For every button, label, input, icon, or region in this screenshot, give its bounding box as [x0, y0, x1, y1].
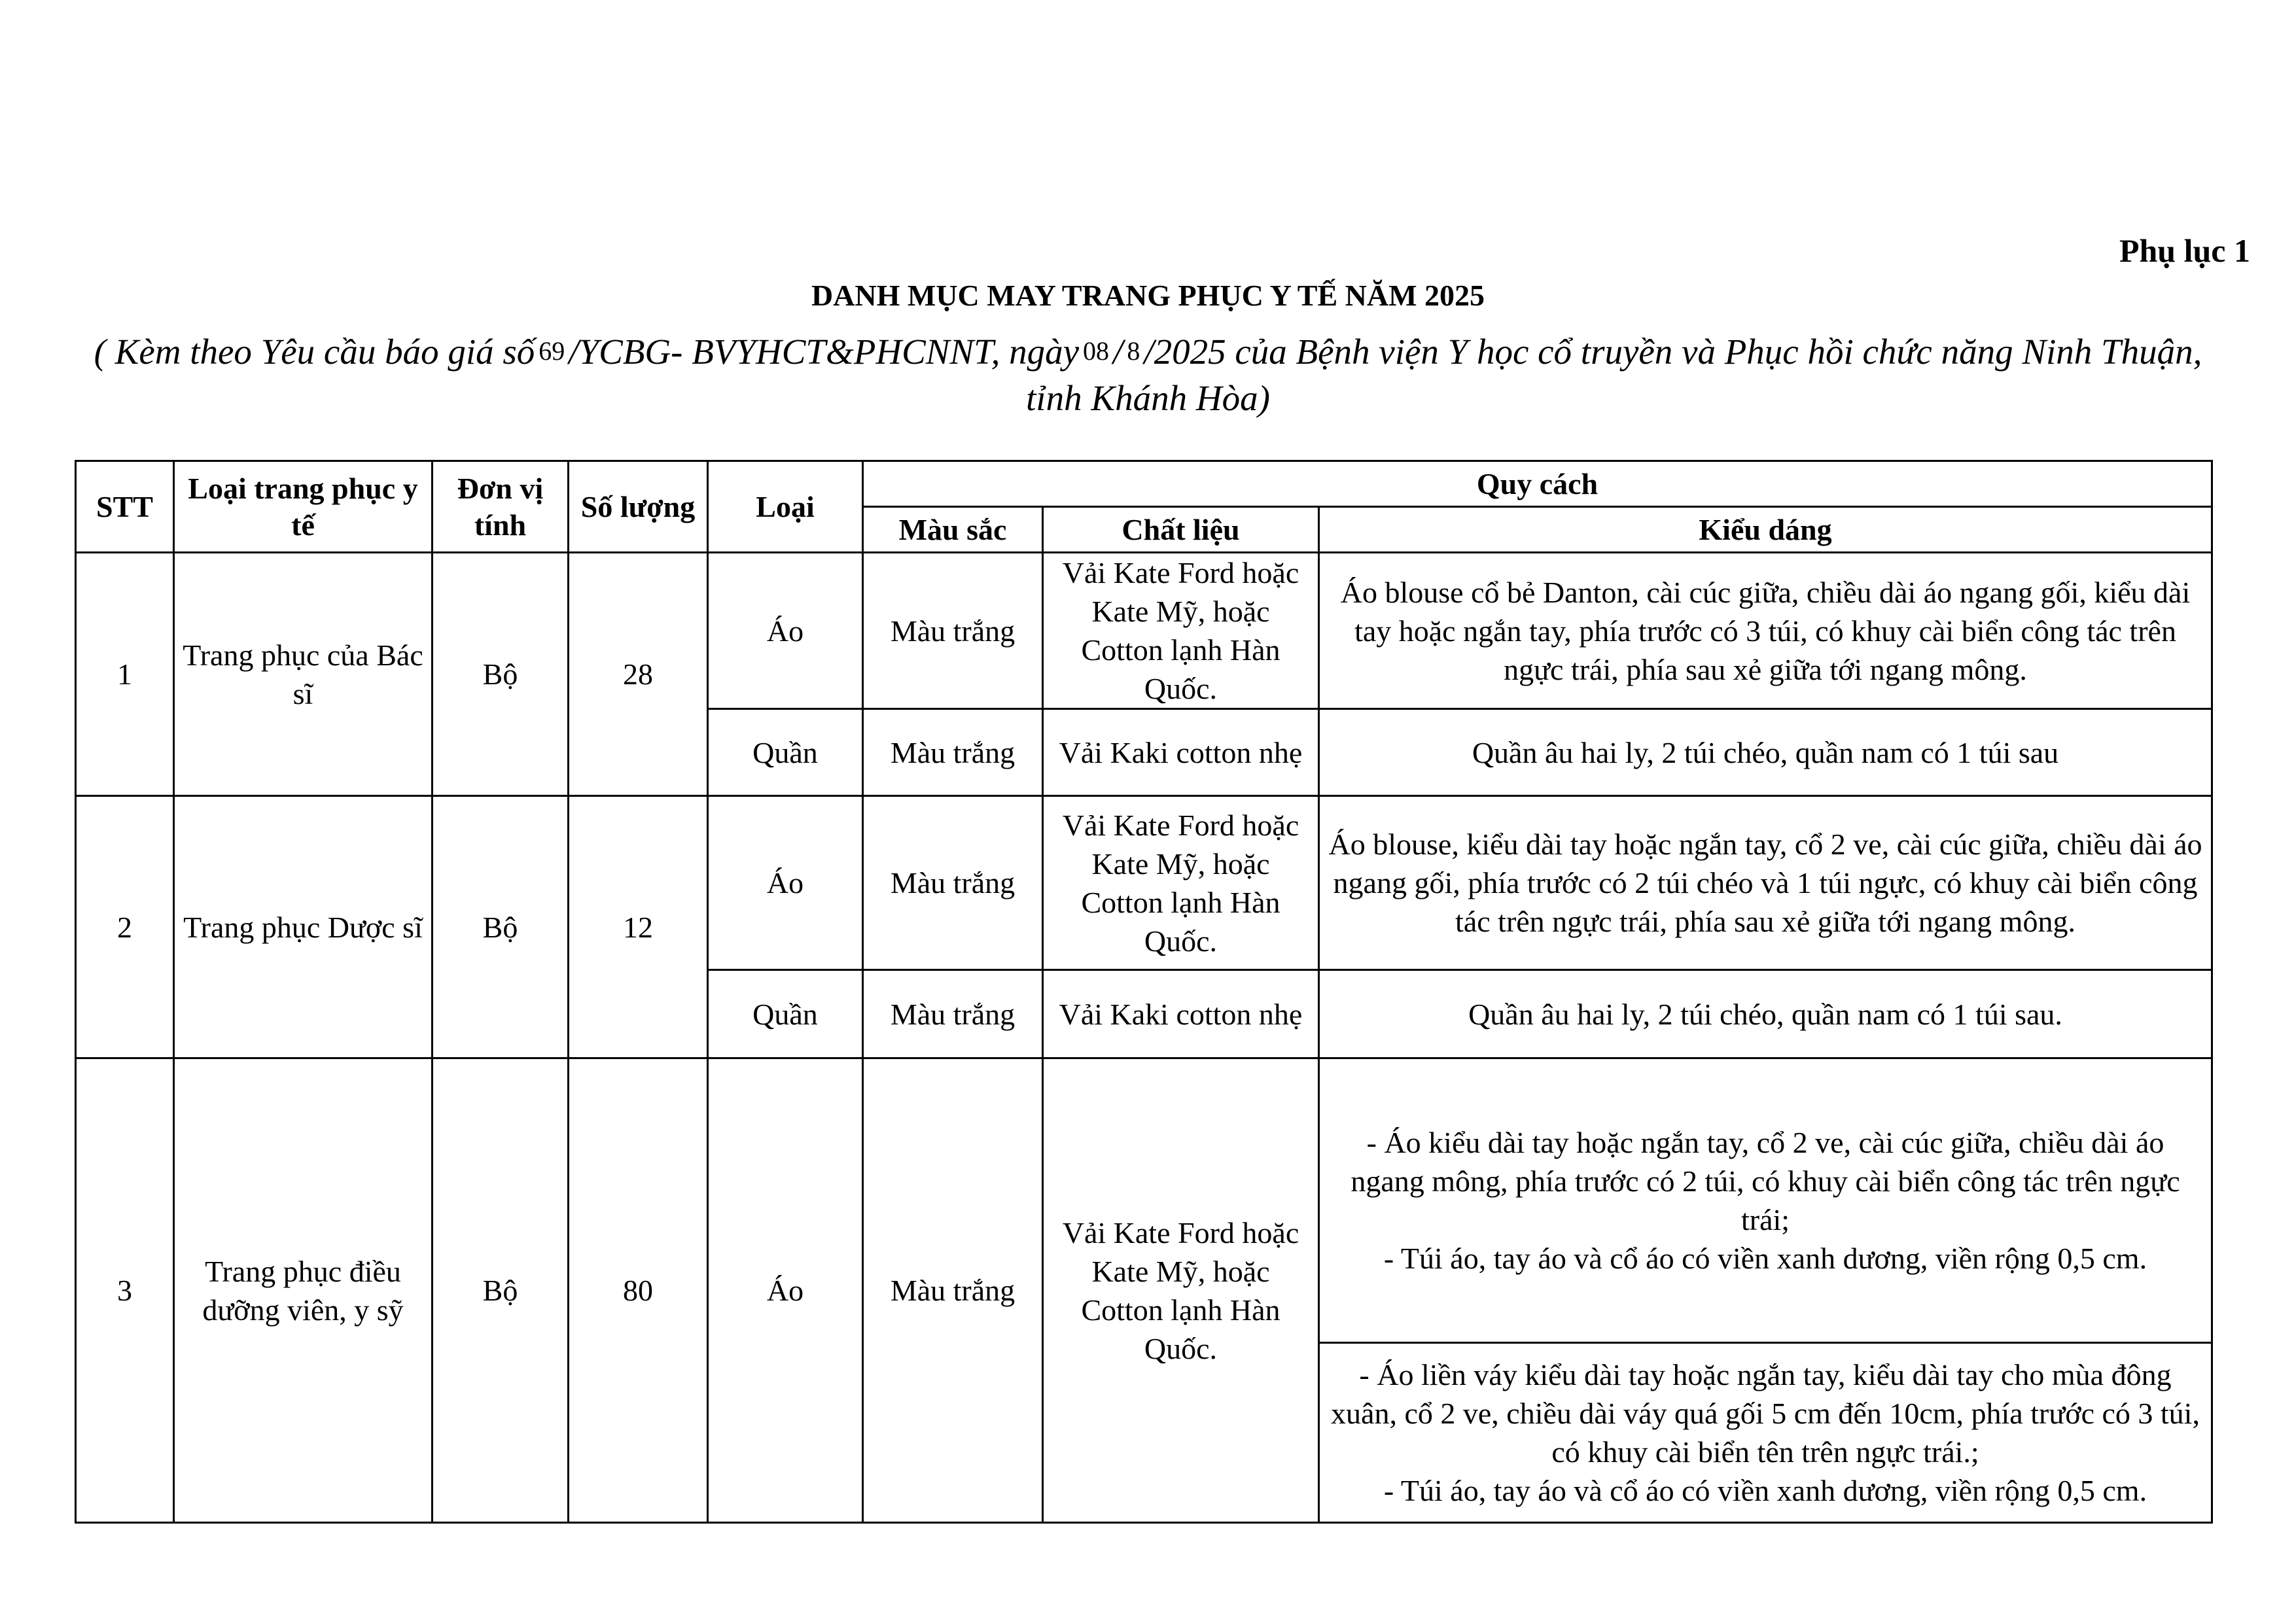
date-separator: /: [1113, 332, 1123, 372]
table-row: [76, 1058, 2212, 1343]
cell-kind: Áo: [708, 1058, 863, 1523]
cell-kind: Áo: [708, 553, 863, 709]
cell-color: Màu trắng: [863, 1058, 1043, 1523]
header-material: Chất liệu: [1043, 507, 1319, 553]
subtitle-part-1: ( Kèm theo Yêu cầu báo giá số: [94, 332, 535, 372]
request-day: 08: [1083, 336, 1110, 366]
request-month: 8: [1127, 336, 1140, 366]
uniform-spec-table: [75, 460, 2213, 1524]
cell-material: Vải Kaki cotton nhẹ: [1043, 709, 1319, 796]
cell-quantity: 12: [569, 796, 708, 1058]
header-stt: STT: [76, 461, 174, 553]
style-line: - Túi áo, tay áo và cổ áo có viền xanh dương, viền rộng 0,5 cm.: [1383, 1474, 2147, 1507]
cell-quantity: 80: [569, 1058, 708, 1523]
cell-material: Vải Kate Ford hoặc Kate Mỹ, hoặc Cotton lạnh Hàn Quốc.: [1043, 1058, 1319, 1523]
cell-unit: Bộ: [433, 553, 569, 796]
cell-style: Áo blouse cổ bẻ Danton, cài cúc giữa, chiều dài áo ngang gối, kiểu dài tay hoặc ngắn tay, phía trước có 3 túi, có khuy cài biển công tác trên ngực trái, phía sau xẻ giữa tới ngang mông.: [1319, 553, 2212, 709]
cell-uniform-type: Trang phục của Bác sĩ: [174, 553, 433, 796]
cell-style: [1319, 1058, 2212, 1343]
document-subtitle: [92, 330, 2204, 420]
style-line: - Áo kiểu dài tay hoặc ngắn tay, cổ 2 ve, cài cúc giữa, chiều dài áo ngang mông, phía trước có 2 túi, có khuy cài biển công tác trên ngực trái;: [1351, 1126, 2180, 1236]
cell-stt: 1: [76, 553, 174, 796]
cell-style: Quần âu hai ly, 2 túi chéo, quần nam có 1 túi sau.: [1319, 970, 2212, 1058]
subtitle-part-2: /YCBG- BVYHCT&PHCNNT, ngày: [569, 332, 1080, 372]
cell-style: Quần âu hai ly, 2 túi chéo, quần nam có 1 túi sau: [1319, 709, 2212, 796]
cell-kind: Quần: [708, 970, 863, 1058]
cell-material: Vải Kate Ford hoặc Kate Mỹ, hoặc Cotton lạnh Hàn Quốc.: [1043, 553, 1319, 709]
cell-stt: 2: [76, 796, 174, 1058]
table-row: [76, 553, 2212, 709]
cell-style: [1319, 1343, 2212, 1523]
cell-uniform-type: Trang phục Dược sĩ: [174, 796, 433, 1058]
cell-kind: Áo: [708, 796, 863, 970]
cell-stt: 3: [76, 1058, 174, 1523]
header-unit: Đơn vị tính: [433, 461, 569, 553]
style-line: - Áo liền váy kiểu dài tay hoặc ngắn tay, kiểu dài tay cho mùa đông xuân, cổ 2 ve, chiều dài váy quá gối 5 cm đến 10cm, phía trước có 3 túi, có khuy cài biển tên trên ngực trái.;: [1331, 1358, 2200, 1469]
header-kind: Loại: [708, 461, 863, 553]
header-style: Kiểu dáng: [1319, 507, 2212, 553]
style-line: - Túi áo, tay áo và cổ áo có viền xanh dương, viền rộng 0,5 cm.: [1383, 1242, 2147, 1275]
cell-color: Màu trắng: [863, 796, 1043, 970]
cell-uniform-type: Trang phục điều dưỡng viên, y sỹ: [174, 1058, 433, 1523]
cell-color: Màu trắng: [863, 709, 1043, 796]
header-spec: Quy cách: [863, 461, 2212, 507]
table-row: [76, 796, 2212, 970]
cell-kind: Quần: [708, 709, 863, 796]
document-title: DANH MỤC MAY TRANG PHỤC Y TẾ NĂM 2025: [811, 279, 1485, 312]
cell-style: Áo blouse, kiểu dài tay hoặc ngắn tay, cổ 2 ve, cài cúc giữa, chiều dài áo ngang gối, phía trước có 2 túi chéo và 1 túi ngực, có khuy cài biển công tác trên ngực trái, phía sau xẻ giữa tới ngang mông.: [1319, 796, 2212, 970]
appendix-label: Phụ lục 1: [2119, 232, 2250, 269]
subtitle-part-3: /2025 của Bệnh viện Y học cổ truyền và Phục hồi chức năng Ninh Thuận, tỉnh Khánh Hòa): [1026, 332, 2202, 418]
header-color: Màu sắc: [863, 507, 1043, 553]
cell-quantity: 28: [569, 553, 708, 796]
cell-color: Màu trắng: [863, 553, 1043, 709]
cell-material: Vải Kaki cotton nhẹ: [1043, 970, 1319, 1058]
cell-color: Màu trắng: [863, 970, 1043, 1058]
header-uniform-type: Loại trang phục y tế: [174, 461, 433, 553]
cell-unit: Bộ: [433, 1058, 569, 1523]
header-row-1: [76, 461, 2212, 507]
cell-material: Vải Kate Ford hoặc Kate Mỹ, hoặc Cotton lạnh Hàn Quốc.: [1043, 796, 1319, 970]
cell-unit: Bộ: [433, 796, 569, 1058]
request-number: 69: [539, 336, 565, 366]
header-quantity: Số lượng: [569, 461, 708, 553]
